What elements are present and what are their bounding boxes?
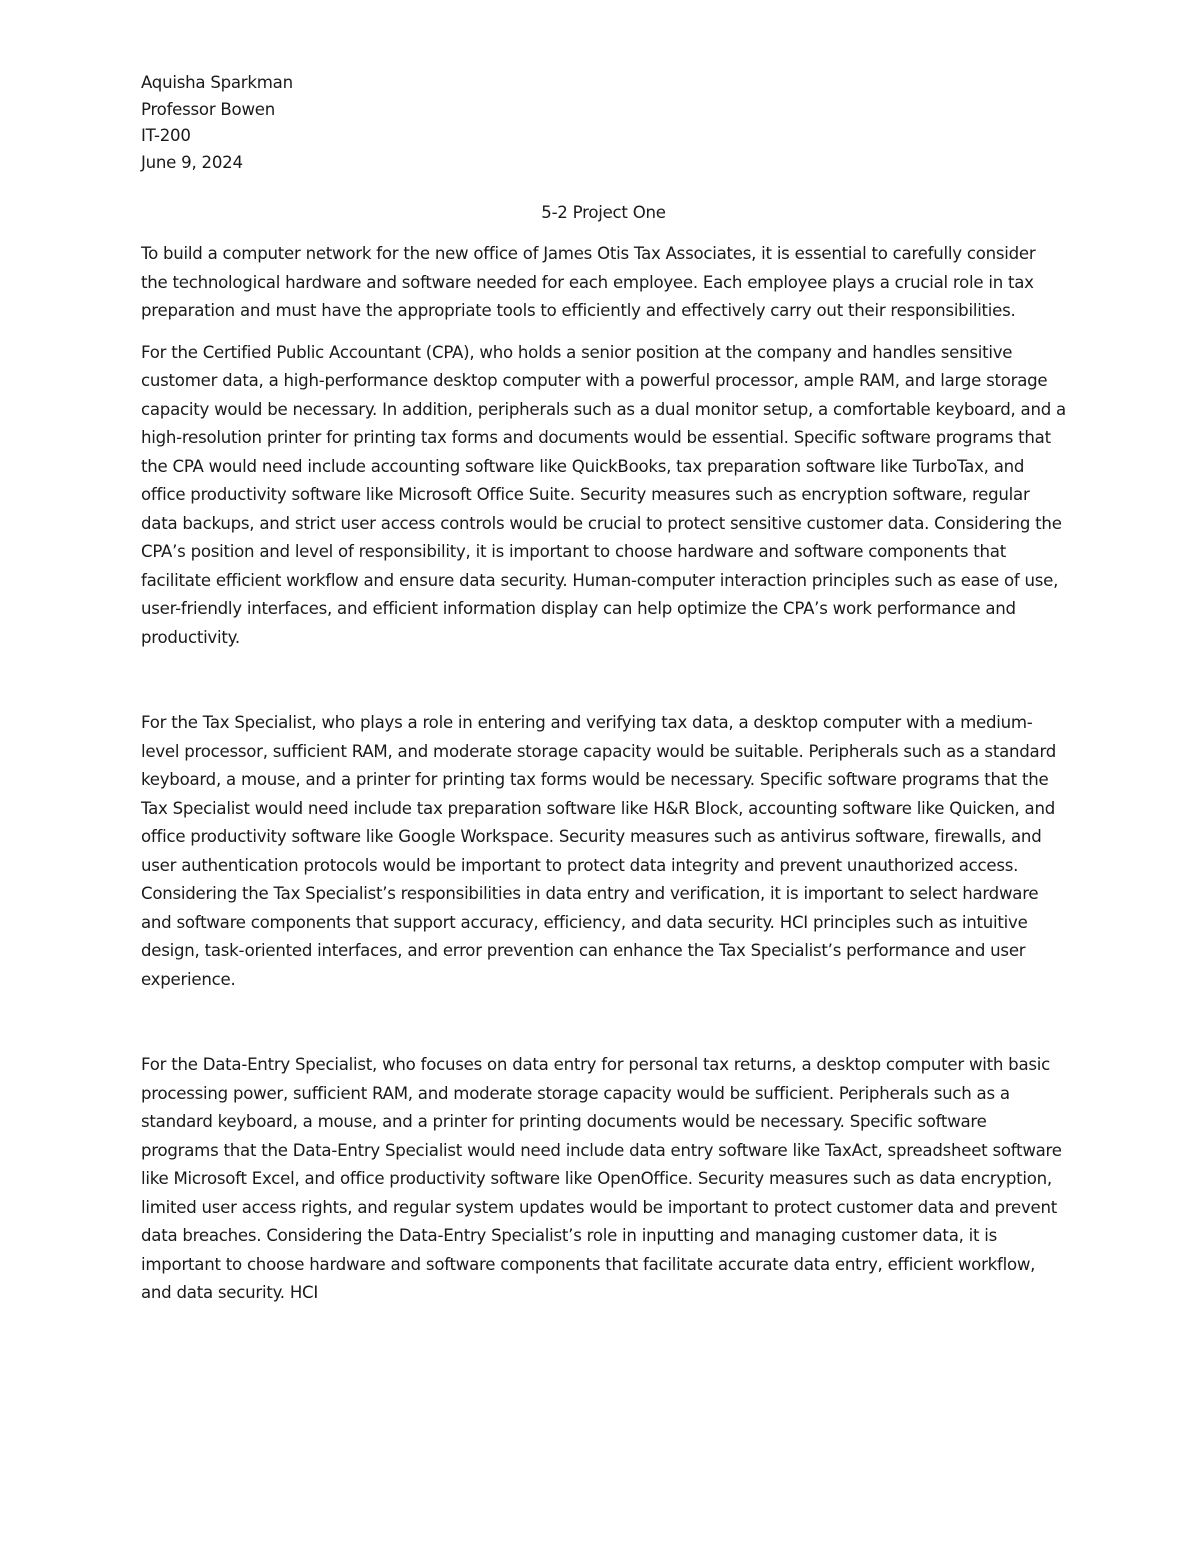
data-entry-paragraph: For the Data-Entry Specialist, who focuses on data entry for personal tax returns, a desktop computer with basic processing power, sufficient RAM, and moderate storage capacity would be sufficient. Peripherals such as a standard keyboard, a mouse, and a printer for printing documents would be necessary. Specific software programs that the Data-Entry Specialist would need include data entry software like TaxAct, spreadsheet software like Microsoft Excel, and office productivity software like OpenOffice. Security measures such as data encryption, limited user access rights, and regular system updates would be important to protect customer data and prevent data breaches. Considering the Data-Entry Specialist’s role in inputting and managing customer data, it is important to choose hardware and software components that facilitate accurate data entry, efficient workflow, and data security. HCI xyxy=(141,1055,1062,1303)
professor-name: Professor Bowen xyxy=(141,99,275,119)
author-name: Aquisha Sparkman xyxy=(141,73,293,92)
course-code: IT-200 xyxy=(141,126,191,146)
intro-paragraph: To build a computer network for the new office of James Otis Tax Associates, it is essential to carefully consider the technological hardware and software needed for each employee. Each employee plays a crucial role in tax preparation and must have the appropriate tools to efficiently and effectively carry out their responsibilities. xyxy=(141,244,1036,321)
document-date: June 9, 2024 xyxy=(141,152,243,172)
document-title: 5-2 Project One xyxy=(541,203,666,223)
document-body xyxy=(141,70,1066,1321)
paragraph-spacer xyxy=(141,665,1066,709)
tax-specialist-paragraph: For the Tax Specialist, who plays a role in entering and verifying tax data, a desktop computer with a medium-level processor, sufficient RAM, and moderate storage capacity would be suitable. Peripherals such as a standard keyboard, a mouse, and a printer for printing tax forms would be necessary. Specific software programs that the Tax Specialist would need include tax preparation software like H&R Block, accounting software like Quicken, and office productivity software like Google Workspace. Security measures such as antivirus software, firewalls, and user authentication protocols would be important to protect data integrity and prevent unauthorized access. Considering the Tax Specialist’s responsibilities in data entry and verification, it is important to select hardware and software components that support accuracy, efficiency, and data security. HCI principles such as intuitive design, task-oriented interfaces, and error prevention can enhance the Tax Specialist’s performance and user experience. xyxy=(141,713,1057,989)
paragraph-spacer xyxy=(141,1007,1066,1051)
cpa-paragraph: For the Certified Public Accountant (CPA), who holds a senior position at the company and handles sensitive customer data, a high-performance desktop computer with a powerful processor, ample RAM, and large storage capacity would be necessary. In addition, peripherals such as a dual monitor setup, a comfortable keyboard, and a high-resolution printer for printing tax forms and documents would be essential. Specific software programs that the CPA would need include accounting software like QuickBooks, tax preparation software like TurboTax, and office productivity software like Microsoft Office Suite. Security measures such as encryption software, regular data backups, and strict user access controls would be crucial to protect sensitive customer data. Considering the CPA’s position and level of responsibility, it is important to choose hardware and software components that facilitate efficient workflow and ensure data security. Human-computer interaction principles such as ease of use, user-friendly interfaces, and efficient information display can help optimize the CPA’s work performance and productivity. xyxy=(141,342,1066,647)
